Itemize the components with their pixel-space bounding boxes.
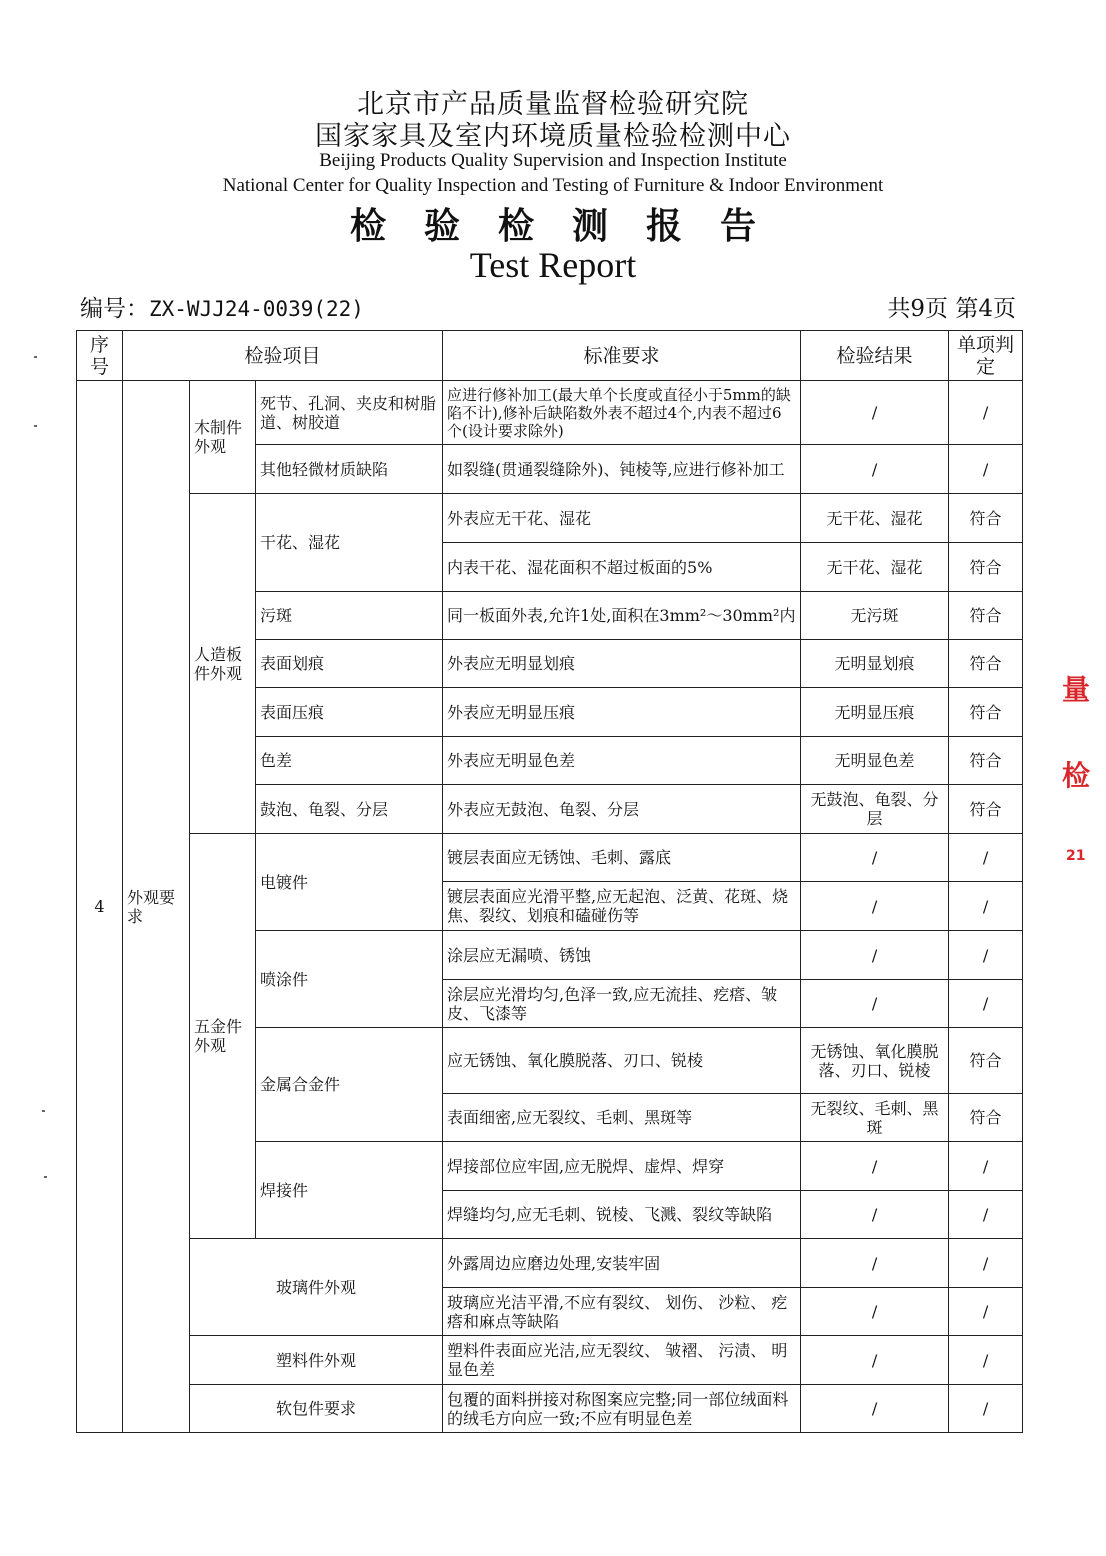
requirement-cell: 外表应无明显划痕 xyxy=(443,640,801,688)
judgement-cell: / xyxy=(949,1142,1023,1191)
table-row xyxy=(77,1336,1023,1385)
item-cell: 电镀件 xyxy=(256,834,443,931)
item-cell: 喷涂件 xyxy=(256,931,443,1028)
requirement-cell: 玻璃应光洁平滑,不应有裂纹、 划伤、 沙粒、 疙瘩和麻点等缺陷 xyxy=(443,1288,801,1336)
scan-mark xyxy=(34,356,37,358)
item-cell-glass: 玻璃件外观 xyxy=(190,1239,443,1336)
institute-name-en: Beijing Products Quality Supervision and Inspection Institute xyxy=(319,150,787,171)
judgement-cell: 符合 xyxy=(949,543,1023,592)
requirement-cell: 塑料件表面应光洁,应无裂纹、 皱褶、 污渍、 明显色差 xyxy=(443,1336,801,1385)
scan-mark xyxy=(34,425,37,427)
center-name-en: National Center for Quality Inspection and Testing of Furniture & Indoor Environment xyxy=(222,175,884,196)
result-cell: 无干花、湿花 xyxy=(801,543,949,592)
report-number xyxy=(80,290,364,323)
result-cell: 无明显划痕 xyxy=(801,640,949,688)
header-result: 检验结果 xyxy=(801,331,949,381)
center-name-cn: 国家家具及室内环境质量检验检测中心 xyxy=(315,121,791,152)
requirement-cell: 镀层表面应光滑平整,应无起泡、泛黄、花斑、烧焦、裂纹、划痕和磕碰伤等 xyxy=(443,882,801,931)
seal-char-1: 量 xyxy=(1062,673,1091,706)
item-cell: 金属合金件 xyxy=(256,1028,443,1142)
judgement-cell: 符合 xyxy=(949,737,1023,785)
requirement-cell: 同一板面外表,允许1处,面积在3mm²～30mm²内 xyxy=(443,592,801,640)
item-cell: 表面压痕 xyxy=(256,688,443,737)
item-cell: 死节、孔洞、夹皮和树脂道、树胶道 xyxy=(256,381,443,445)
result-cell: / xyxy=(801,381,949,445)
result-cell: / xyxy=(801,882,949,931)
requirement-cell: 涂层应无漏喷、锈蚀 xyxy=(443,931,801,980)
seal-number: 21 xyxy=(1066,848,1086,864)
item-cell: 表面划痕 xyxy=(256,640,443,688)
judgement-cell: 符合 xyxy=(949,592,1023,640)
report-number-value: ZX-WJJ24-0039(22) xyxy=(149,297,364,321)
item-cell-soft: 软包件要求 xyxy=(190,1385,443,1433)
requirement-cell: 外表应无明显压痕 xyxy=(443,688,801,737)
report-title-en: Test Report xyxy=(469,245,637,285)
judgement-cell: 符合 xyxy=(949,1028,1023,1094)
requirement-cell: 表面细密,应无裂纹、毛刺、黑斑等 xyxy=(443,1094,801,1142)
judgement-cell: / xyxy=(949,834,1023,882)
category-cell: 外观要求 xyxy=(123,381,190,1433)
requirement-cell: 外露周边应磨边处理,安装牢固 xyxy=(443,1239,801,1288)
item-cell: 色差 xyxy=(256,737,443,785)
judgement-cell: / xyxy=(949,980,1023,1028)
result-cell: / xyxy=(801,980,949,1028)
group-cell-board: 人造板件外观 xyxy=(190,494,256,834)
scan-mark xyxy=(42,1110,45,1112)
requirement-cell: 如裂缝(贯通裂缝除外)、钝棱等,应进行修补加工 xyxy=(443,445,801,494)
judgement-cell: / xyxy=(949,931,1023,980)
judgement-cell: 符合 xyxy=(949,1094,1023,1142)
scan-mark xyxy=(44,1176,47,1178)
judgement-cell: / xyxy=(949,1191,1023,1239)
seq-cell: 4 xyxy=(77,381,123,1433)
header-item: 检验项目 xyxy=(123,331,443,381)
table-row xyxy=(77,1385,1023,1433)
judgement-cell: / xyxy=(949,882,1023,931)
result-cell: / xyxy=(801,1191,949,1239)
group-cell-wood: 木制件外观 xyxy=(190,381,256,494)
result-cell: 无干花、湿花 xyxy=(801,494,949,543)
judgement-cell: / xyxy=(949,1336,1023,1385)
requirement-cell: 内表干花、湿花面积不超过板面的5% xyxy=(443,543,801,592)
requirement-cell: 焊接部位应牢固,应无脱焊、虚焊、焊穿 xyxy=(443,1142,801,1191)
inspection-table xyxy=(76,330,1023,1433)
requirement-cell: 焊缝均匀,应无毛刺、锐棱、飞溅、裂纹等缺陷 xyxy=(443,1191,801,1239)
item-cell: 干花、湿花 xyxy=(256,494,443,592)
requirement-cell: 涂层应光滑均匀,色泽一致,应无流挂、疙瘩、皱皮、飞漆等 xyxy=(443,980,801,1028)
result-cell: 无鼓泡、龟裂、分层 xyxy=(801,785,949,834)
judgement-cell: 符合 xyxy=(949,494,1023,543)
requirement-cell: 应无锈蚀、氧化膜脱落、刃口、锐棱 xyxy=(443,1028,801,1094)
result-cell: / xyxy=(801,1385,949,1433)
result-cell: / xyxy=(801,931,949,980)
report-number-label: 编号： xyxy=(80,296,149,322)
requirement-cell: 外表应无明显色差 xyxy=(443,737,801,785)
item-cell: 其他轻微材质缺陷 xyxy=(256,445,443,494)
item-cell: 污斑 xyxy=(256,592,443,640)
judgement-cell: / xyxy=(949,1288,1023,1336)
header-requirement: 标准要求 xyxy=(443,331,801,381)
result-cell: 无污斑 xyxy=(801,592,949,640)
requirement-cell: 镀层表面应无锈蚀、毛刺、露底 xyxy=(443,834,801,882)
table-row xyxy=(77,381,1023,445)
seal-char-2: 检 xyxy=(1062,759,1091,792)
judgement-cell: 符合 xyxy=(949,688,1023,737)
judgement-cell: / xyxy=(949,381,1023,445)
result-cell: / xyxy=(801,1142,949,1191)
result-cell: 无明显压痕 xyxy=(801,688,949,737)
requirement-cell: 包覆的面料拼接对称图案应完整;同一部位绒面料的绒毛方向应一致;不应有明显色差 xyxy=(443,1385,801,1433)
table-row xyxy=(77,1239,1023,1288)
report-title-cn: 检验检测报告 xyxy=(349,205,794,247)
judgement-cell: 符合 xyxy=(949,785,1023,834)
page-info: 共9页 第4页 xyxy=(887,296,1016,322)
item-cell: 鼓泡、龟裂、分层 xyxy=(256,785,443,834)
requirement-cell: 外表应无干花、湿花 xyxy=(443,494,801,543)
item-cell: 焊接件 xyxy=(256,1142,443,1239)
requirement-cell: 外表应无鼓泡、龟裂、分层 xyxy=(443,785,801,834)
judgement-cell: / xyxy=(949,1239,1023,1288)
table-row xyxy=(77,834,1023,882)
header-judgement: 单项判定 xyxy=(949,331,1023,381)
result-cell: / xyxy=(801,834,949,882)
judgement-cell: / xyxy=(949,445,1023,494)
judgement-cell: / xyxy=(949,1385,1023,1433)
table-row xyxy=(77,494,1023,543)
result-cell: / xyxy=(801,445,949,494)
result-cell: 无明显色差 xyxy=(801,737,949,785)
seal-stamp xyxy=(1060,662,1090,882)
group-cell-hardware: 五金件外观 xyxy=(190,834,256,1239)
header-seq: 序号 xyxy=(77,331,123,381)
result-cell: / xyxy=(801,1288,949,1336)
result-cell: 无锈蚀、氧化膜脱落、刃口、锐棱 xyxy=(801,1028,949,1094)
table-header-row xyxy=(77,331,1023,381)
institute-name-cn: 北京市产品质量监督检验研究院 xyxy=(357,89,749,120)
result-cell: / xyxy=(801,1336,949,1385)
result-cell: / xyxy=(801,1239,949,1288)
item-cell-plastic: 塑料件外观 xyxy=(190,1336,443,1385)
result-cell: 无裂纹、毛刺、黑斑 xyxy=(801,1094,949,1142)
requirement-cell: 应进行修补加工(最大单个长度或直径小于5mm的缺陷不计),修补后缺陷数外表不超过4个,内表不超过6个(设计要求除外) xyxy=(443,381,801,445)
judgement-cell: 符合 xyxy=(949,640,1023,688)
